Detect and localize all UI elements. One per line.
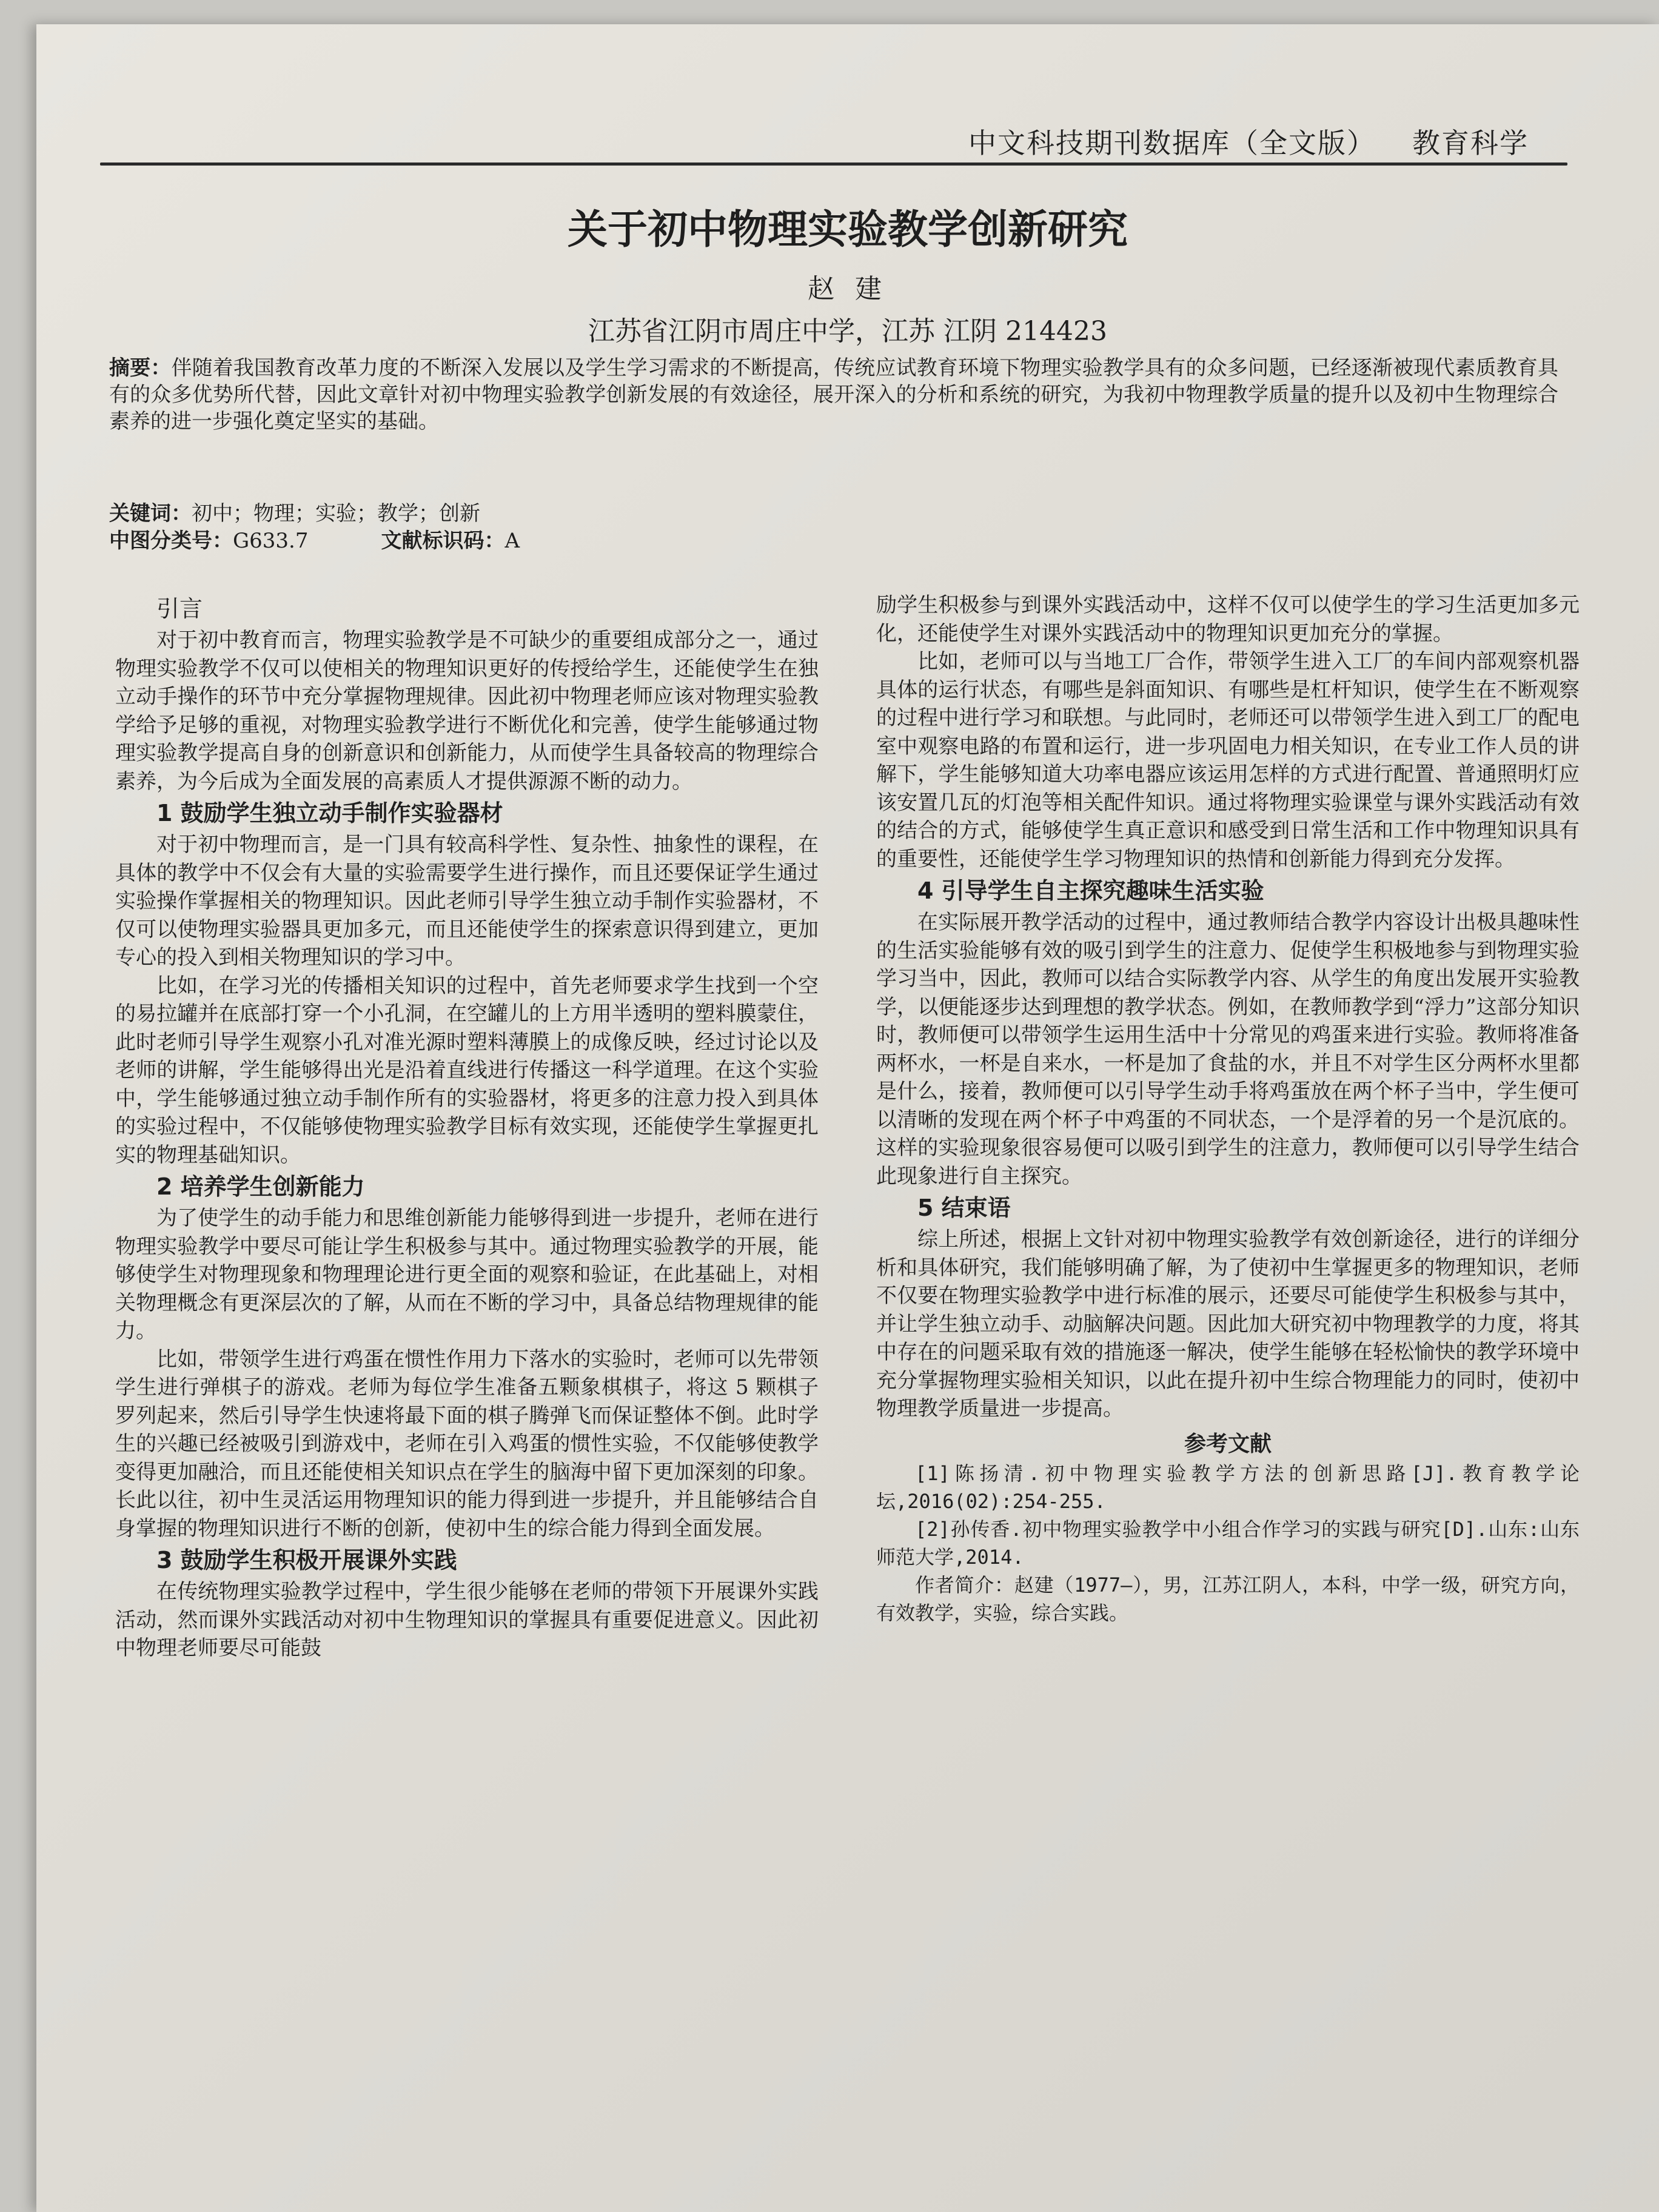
author-name: 赵 建 <box>808 273 888 304</box>
left-column <box>115 591 819 1663</box>
database-name: 中文科技期刊数据库（全文版） <box>968 127 1376 159</box>
references-heading: 参考文献 <box>1184 1431 1272 1456</box>
clc-value: G633.7 <box>233 529 309 553</box>
section-name: 教育科学 <box>1412 127 1529 159</box>
running-header <box>968 121 1529 161</box>
section-3-paragraph-2: 比如，老师可以与当地工厂合作，带领学生进入工厂的车间内部观察机器具体的运行状态，有哪些是斜面知识、有哪些是杠杆知识，使学生在不断观察的过程中进行学习和联想。与此同时，老师还可以带领学生进入到工厂的配电室中观察电路的布置和运行，进一步巩固电力相关知识，在专业工作人员的讲解下，学生能够知道大功率电器应该运用怎样的方式进行配置、普通照明灯应该安置几瓦的灯泡等相关配件知识。通过将物理实验课堂与课外实践活动有效的结合的方式，能够使学生真正意识和感受到日常生活和工作中物理知识具有的重要性，还能使学生学习物理知识的热情和创新能力得到充分发挥。 <box>876 649 1580 871</box>
author-affiliation: 江苏省江阴市周庄中学，江苏 江阴 214423 <box>588 316 1107 347</box>
section-2-paragraph-2: 比如，带领学生进行鸡蛋在惯性作用力下落水的实验时，老师可以先带领学生进行弹棋子的游戏。老师为每位学生准备五颗象棋棋子，将这 5 颗棋子罗列起来，然后引导学生快速将最下面的棋子腾弹飞而保证整体不倒。此时学生的兴趣已经被吸引到游戏中，老师在引入鸡蛋的惯性实验，不仅能够使教学变得更加融洽，而且还能使相关知识点在学生的脑海中留下更加深刻的印象。长此以往，初中生灵活运用物理知识的能力得到进一步提升，并且能够结合自身掌握的物理知识进行不断的创新，使初中生的综合能力得到全面发展。 <box>115 1347 819 1541</box>
clc-label: 中图分类号： <box>109 529 233 553</box>
section-4-paragraph-1: 在实际展开教学活动的过程中，通过教师结合教学内容设计出极具趣味性的生活实验能够有效的吸引到学生的注意力、促使学生积极地参与到物理实验学习当中，因此，教师可以结合实际教学内容、从学生的角度出发展开实验教学，以便能逐步达到理想的教学状态。例如，在教师教学到“浮力”这部分知识时，教师便可以带领学生运用生活中十分常见的鸡蛋来进行实验。教师将准备两杯水，一杯是自来水，一杯是加了食盐的水，并且不对学生区分两杯水里都是什么，接着，教师便可以引导学生动手将鸡蛋放在两个杯子当中，学生便可以清晰的发现在两个杯子中鸡蛋的不同状态，一个是浮着的另一个是沉底的。这样的实验现象很容易便可以吸引到学生的注意力，教师便可以引导学生结合此现象进行自主探究。 <box>876 910 1580 1188</box>
header-rule <box>100 163 1567 166</box>
section-3-paragraph-1: 在传统物理实验教学过程中，学生很少能够在老师的带领下开展课外实践活动，然而课外实践活动对初中生物理知识的掌握具有重要促进意义。因此初中物理老师要尽可能鼓 <box>115 1580 819 1660</box>
section-5-heading: 5 结束语 <box>917 1195 1011 1221</box>
classification <box>109 528 1558 554</box>
reference-1: [1]陈扬清.初中物理实验教学方法的创新思路[J].教育教学论坛,2016(02):254-255. <box>876 1461 1580 1513</box>
reference-2: [2]孙传香.初中物理实验教学中小组合作学习的实践与研究[D].山东:山东师范大学,2014. <box>876 1517 1580 1569</box>
abstract-label: 摘要： <box>109 356 172 380</box>
article-title: 关于初中物理实验教学创新研究 <box>568 206 1128 253</box>
journal-page <box>36 24 1659 2212</box>
section-2-heading: 2 培养学生创新能力 <box>156 1173 365 1200</box>
abstract <box>109 355 1558 435</box>
abstract-text: 伴随着我国教育改革力度的不断深入发展以及学生学习需求的不断提高，传统应试教育环境下物理实验教学具有的众多问题，已经逐渐被现代素质教育具有的众多优势所代替，因此文章针对初中物理实验教学创新发展的有效途径，展开深入的分析和系统的研究，为我初中物理教学质量的提升以及初中生物理综合素养的进一步强化奠定坚实的基础。 <box>109 356 1558 434</box>
section-1-paragraph-1: 对于初中物理而言，是一门具有较高科学性、复杂性、抽象性的课程，在具体的教学中不仅会有大量的实验需要学生进行操作，而且还要保证学生通过实验操作掌握相关的物理知识。因此老师引导学生独立动手制作实验器材，不仅可以使物理实验器具更加多元，而且还能使学生的探索意识得到建立，更加专心的投入到相关物理知识的学习中。 <box>115 833 819 970</box>
doc-code-value: A <box>504 529 520 553</box>
keywords <box>109 500 1558 527</box>
keywords-label: 关键词： <box>109 501 192 526</box>
intro-heading: 引言 <box>156 595 203 622</box>
section-3-heading: 3 鼓励学生积极开展课外实践 <box>156 1547 457 1574</box>
keywords-text: 初中；物理；实验；教学；创新 <box>192 501 480 526</box>
section-5-paragraph-1: 综上所述，根据上文针对初中物理实验教学有效创新途径，进行的详细分析和具体研究，我们能够明确了解，为了使初中生掌握更多的物理知识，老师不仅要在物理实验教学中进行标准的展示，还要尽可能使学生积极参与其中，并让学生独立动手、动脑解决问题。因此加大研究初中物理教学的力度，将其中存在的问题采取有效的措施逐一解决，使学生能够在轻松愉快的教学环境中充分掌握物理实验相关知识，以此在提升初中生综合物理能力的同时，使初中物理教学质量进一步提高。 <box>876 1227 1580 1421</box>
section-2-paragraph-1: 为了使学生的动手能力和思维创新能力能够得到进一步提升，老师在进行物理实验教学中要尽可能让学生积极参与其中。通过物理实验教学的开展，能够使学生对物理现象和物理理论进行更全面的观察和验证，在此基础上，对相关物理概念有更深层次的了解，从而在不断的学习中，具备总结物理规律的能力。 <box>115 1206 819 1343</box>
section-1-heading: 1 鼓励学生独立动手制作实验器材 <box>156 800 503 826</box>
section-3-paragraph-1-continued: 励学生积极参与到课外实践活动中，这样不仅可以使学生的学习生活更加多元化，还能使学生对课外实践活动中的物理知识更加充分的掌握。 <box>876 593 1580 646</box>
right-column <box>876 591 1580 1627</box>
section-1-paragraph-2: 比如，在学习光的传播相关知识的过程中，首先老师要求学生找到一个空的易拉罐并在底部打穿一个小孔洞，在空罐儿的上方用半透明的塑料膜蒙住，此时老师引导学生观察小孔对准光源时塑料薄膜上的成像反映，经过讨论以及老师的讲解，学生能够得出光是沿着直线进行传播这一科学道理。在这个实验中，学生能够通过独立动手制作所有的实验器材，将更多的注意力投入到具体的实验过程中，不仅能够使物理实验教学目标有效实现，还能使学生掌握更扎实的物理基础知识。 <box>115 973 819 1167</box>
intro-paragraph: 对于初中教育而言，物理实验教学是不可缺少的重要组成部分之一，通过物理实验教学不仅可以使相关的物理知识更好的传授给学生，还能使学生在独立动手操作的环节中充分掌握物理规律。因此初中物理老师应该对物理实验教学给予足够的重视，对物理实验教学进行不断优化和完善，使学生能够通过物理实验教学提高自身的创新意识和创新能力，从而使学生具备较高的物理综合素养，为今后成为全面发展的高素质人才提供源源不断的动力。 <box>115 628 819 794</box>
section-4-heading: 4 引导学生自主探究趣味生活实验 <box>917 877 1264 904</box>
author-bio: 作者简介：赵建（1977—），男，江苏江阴人，本科，中学一级，研究方向，有效教学，实验，综合实践。 <box>876 1573 1580 1624</box>
doc-code-label: 文献标识码： <box>381 529 505 553</box>
